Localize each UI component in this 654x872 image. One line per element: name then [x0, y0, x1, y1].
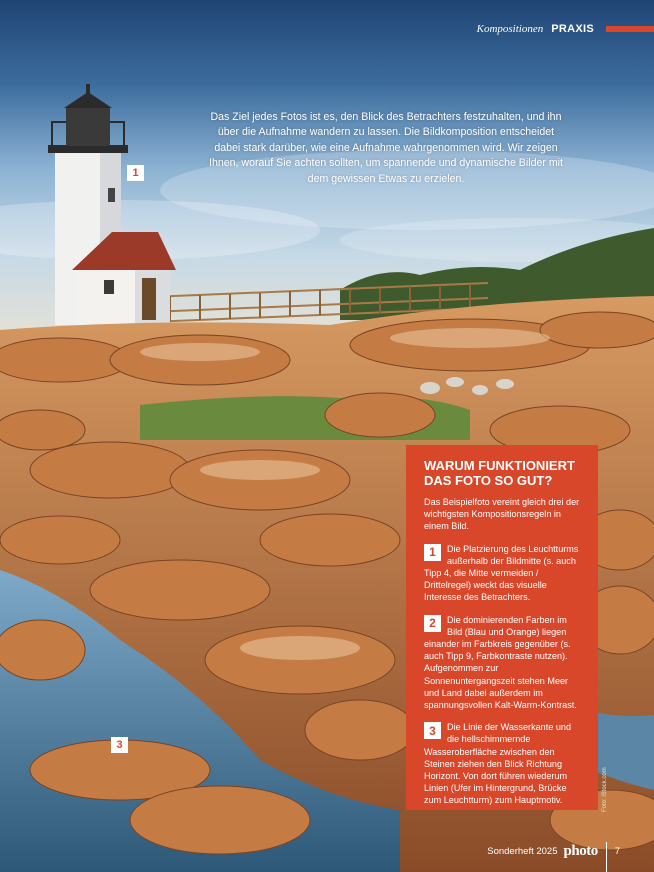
marker-1: 1	[127, 165, 144, 181]
page-header	[477, 22, 654, 36]
footer-divider	[606, 842, 607, 872]
header-accent-bar	[606, 26, 654, 32]
section-category: PRAXIS	[551, 23, 594, 35]
section-name: Kompositionen	[476, 23, 544, 35]
tip-2-number: 2	[424, 615, 441, 632]
info-box-title: WARUM FUNKTIONIERT DAS FOTO SO GUT?	[424, 458, 575, 488]
tip-3	[424, 721, 582, 806]
tip-1-text: Die Platzierung des Leuchtturms außerhalb der Bildmitte (s. auch Tipp 4, die Mitte vermeiden / Drittelregel) weckt das visuelle Interesse des Betrachters.	[424, 543, 579, 603]
tip-3-text: Die Linie der Wasserkante und die hellschimmernde Wasseroberfläche zwischen den Steinen ziehen den Blick Richtung Horizont. Von dort führen wiederum Linien (Ufer im Hintergrund, Brücke zum Leuchtturm) zum Hauptmotiv.	[424, 722, 572, 806]
issue-label: Sonderheft 2025	[487, 845, 558, 857]
info-box-lead: Das Beispielfoto vereint gleich drei der wichtigsten Kompositionsregeln in einem Bild.	[424, 497, 580, 532]
tip-1	[424, 543, 582, 604]
tip-2-text: Die dominierenden Farben im Bild (Blau und Orange) liegen einander im Farbkreis gegenüber (s. auch Tipp 9, Farbkontraste nutzen). Aufgenommen zur Sonnenuntergangszeit stehen Meer und Land dabei außerdem im spannungsvollen Kalt-Warm-Kontrast.	[424, 614, 577, 711]
tip-1-number: 1	[424, 544, 441, 561]
intro-text: Das Ziel jedes Fotos ist es, den Blick des Betrachters festzuhalten, und ihn über die Aufnahme wandern zu lassen. Die Bildkomposition entscheidet dabei stark darüber, wie eine Aufnahme wahrgenommen wird. Wir zeigen Ihnen, worauf Sie achten sollten, um spannende und dynamische Bilder mit dem gewissen Etwas zu erzielen.	[209, 111, 563, 185]
tip-3-number: 3	[424, 722, 441, 739]
marker-3: 3	[111, 737, 128, 753]
page-number: 7	[614, 845, 620, 857]
tip-2	[424, 614, 582, 712]
magazine-logo: photo	[563, 842, 598, 859]
page-footer	[487, 836, 620, 866]
photo-credit: Foto: iStock.com	[602, 767, 608, 812]
info-box	[406, 445, 598, 810]
